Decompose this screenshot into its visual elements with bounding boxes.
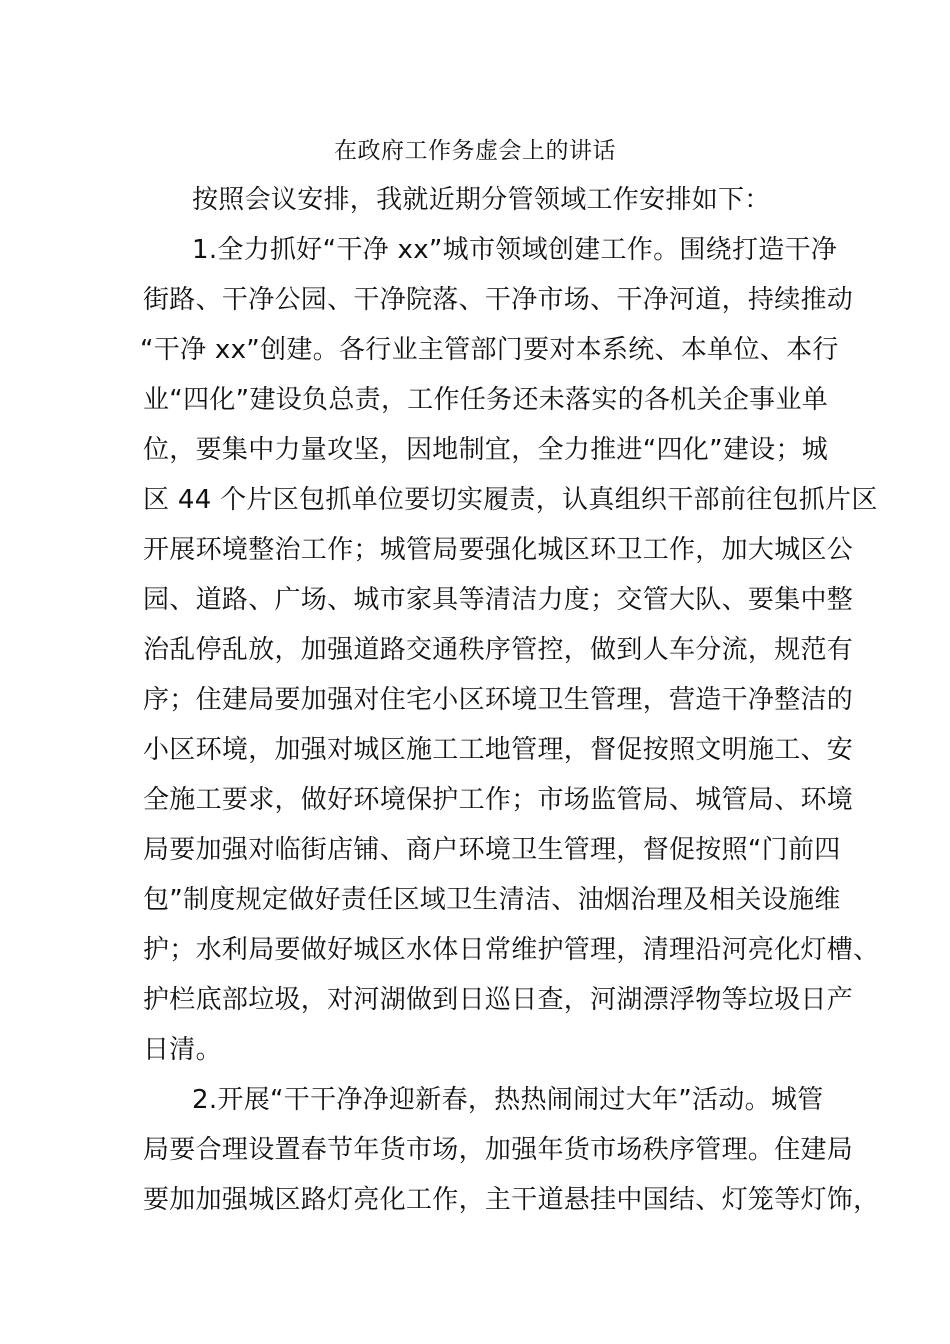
paragraph-line: “干净 xx”创建。各行业主管部门要对本系统、本单位、本行 <box>140 335 839 365</box>
paragraph-line: 要加加强城区路灯亮化工作，主干道悬挂中国结、灯笼等灯饰， <box>143 1185 880 1215</box>
paragraph-line: 园、道路、广场、城市家具等清洁力度；交管大队、要集中整 <box>143 585 854 615</box>
paragraph-line: 序；住建局要加强对住宅小区环境卫生管理，营造干净整洁的 <box>143 685 854 715</box>
paragraph-line: 局要加强对临街店铺、商户环境卫生管理，督促按照“门前四 <box>143 835 841 865</box>
paragraph-line: 治乱停乱放，加强道路交通秩序管控，做到人车分流，规范有 <box>143 635 854 665</box>
document-title: 在政府工作务虚会上的讲话 <box>334 138 616 164</box>
paragraph-line: 护栏底部垃圾，对河湖做到日巡日查，河湖漂浮物等垃圾日产 <box>143 985 854 1015</box>
paragraph-line: 2.开展“干干净净迎新春，热热闹闹过大年”活动。城管 <box>192 1085 824 1115</box>
paragraph-line: 日清。 <box>143 1035 222 1065</box>
paragraph-line: 局要合理设置春节年货市场，加强年货市场秩序管理。住建局 <box>143 1135 854 1165</box>
intro-paragraph: 按照会议安排，我就近期分管领域工作安排如下： <box>192 185 771 215</box>
paragraph-line: 1.全力抓好“干净 xx”城市领域创建工作。围绕打造干净 <box>192 235 838 265</box>
paragraph-line: 全施工要求，做好环境保护工作；市场监管局、城管局、环境 <box>143 785 854 815</box>
paragraph-line: 区 44 个片区包抓单位要切实履责，认真组织干部前往包抓片区 <box>143 485 878 515</box>
paragraph-line: 业“四化”建设负总责，工作任务还未落实的各机关企事业单 <box>143 385 829 415</box>
paragraph-line: 小区环境，加强对城区施工工地管理，督促按照文明施工、安 <box>143 735 854 765</box>
paragraph-line: 包”制度规定做好责任区域卫生清洁、油烟治理及相关设施维 <box>143 885 841 915</box>
paragraph-line: 位，要集中力量攻坚，因地制宜，全力推进“四化”建设；城 <box>143 435 829 465</box>
paragraph-line: 护；水利局要做好城区水体日常维护管理，清理沿河亮化灯槽、 <box>143 935 880 965</box>
paragraph-line: 开展环境整治工作；城管局要强化城区环卫工作，加大城区公 <box>143 535 854 565</box>
paragraph-line: 街路、干净公园、干净院落、干净市场、干净河道，持续推动 <box>143 285 854 315</box>
